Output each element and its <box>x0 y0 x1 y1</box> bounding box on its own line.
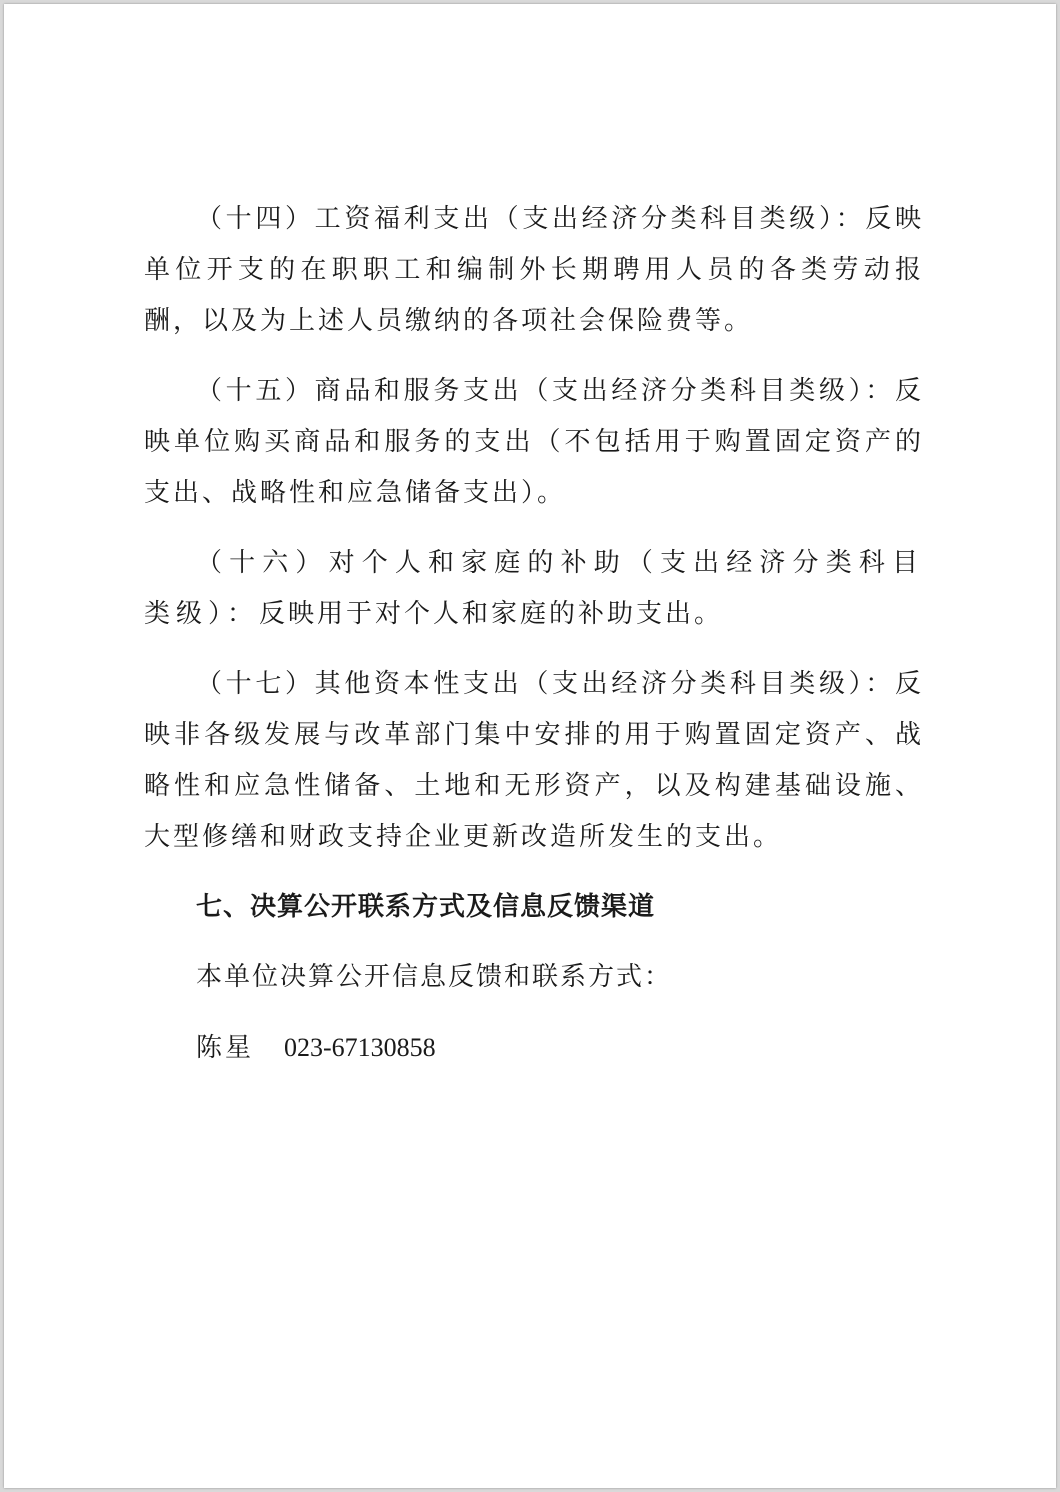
item-17-text: 反映非各级发展与改革部门集中安排的用于购置固定资产、战略性和应急性储备、土地和无形资产，以及构建基础设施、大型修缮和财政支持企业更新改造所发生的支出。 <box>144 669 924 852</box>
contact-intro: 本单位决算公开信息反馈和联系方式： <box>196 962 673 992</box>
paragraph-item-17 <box>144 659 924 863</box>
paragraph-item-15 <box>144 366 924 519</box>
paragraph-item-16 <box>144 538 924 640</box>
item-15-label: （十五）商品和服务支出（支出经济分类科目类级）： <box>196 376 895 406</box>
item-17-label: （十七）其他资本性支出（支出经济分类科目类级）： <box>196 669 895 699</box>
paragraph-item-14 <box>144 194 924 347</box>
item-16-label: （十六）对个人和家庭的补助（支出经济分类科目类级）： <box>144 548 924 629</box>
contact-phone: 023-67130858 <box>284 1033 436 1062</box>
page-content <box>144 194 924 1074</box>
item-16-text: 反映用于对个人和家庭的补助支出。 <box>259 599 724 629</box>
item-14-text: 反映单位开支的在职职工和编制外长期聘用人员的各类劳动报酬，以及为上述人员缴纳的各项社会保险费等。 <box>144 204 924 336</box>
contact-name: 陈星 <box>196 1033 255 1063</box>
section-heading: 七、决算公开联系方式及信息反馈渠道 <box>196 892 656 922</box>
document-page <box>4 4 1056 1488</box>
contact-line <box>144 1022 924 1074</box>
item-15-text: 反映单位购买商品和服务的支出（不包括用于购置固定资产的支出、战略性和应急储备支出）。 <box>144 376 924 508</box>
item-14-label: （十四）工资福利支出（支出经济分类科目类级）： <box>196 204 866 234</box>
